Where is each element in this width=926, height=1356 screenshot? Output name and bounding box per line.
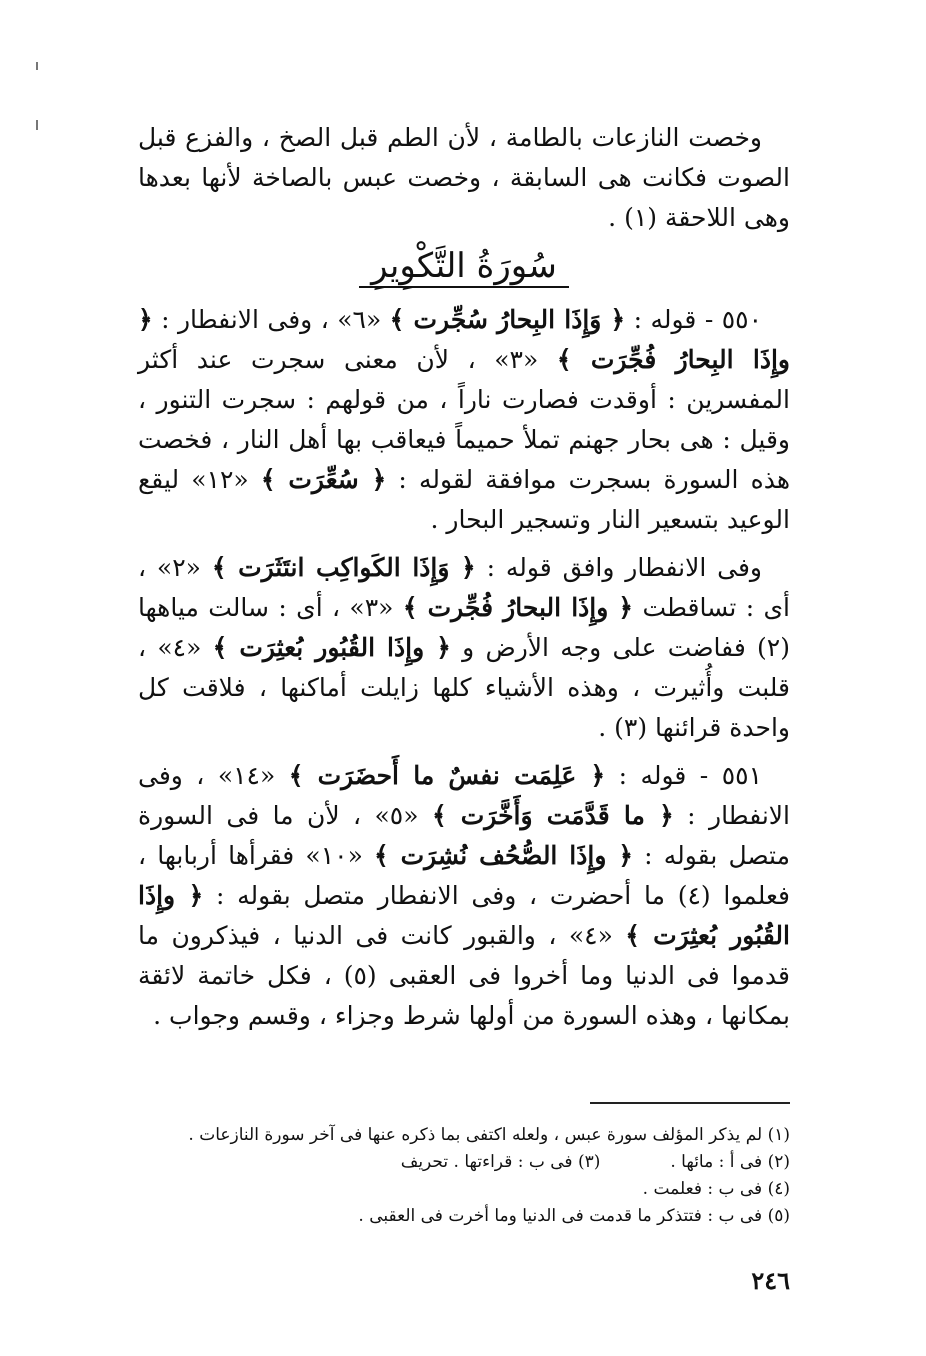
text-run: ٥٥١ - قوله : (605, 761, 763, 790)
text-run: «٣» ، أى : سالت مياهها (٢) ففاضت على وجه الأرض و (138, 593, 790, 662)
main-text (138, 118, 790, 1036)
text-run: وفى الانفطار وافق قوله : (475, 553, 762, 582)
text-run: «٤» ، والقبور كانت فى الدنيا ، فيذكرون ما قدموا فى الدنيا وما أخروا فى العقبى (٥) ، فكل خاتمة لائقة بمكانها ، وهذه السورة من أولها شرط وجزاء ، وقسم وجواب . (138, 921, 790, 1030)
quran-quote: ﴿ وإِذَا الصُّحُف نُشِرَت ﴾ (374, 841, 633, 870)
text-run: «٣» ، لأن معنى سجرت عند أكثر المفسرين : أوقدت فصارت ناراً ، من قولهم : سجرت التنور ، وقيل : هى بحار جهنم تملأ حميماً فيعاقب بها أهل النار ، فخصت هذه السورة بسجرت موافقة لقوله : (138, 345, 791, 494)
paragraph-550 (138, 300, 790, 540)
footnote-divider (590, 1102, 790, 1104)
text-run: «٤» ، قلبت وأُثيرت ، وهذه الأشياء كلها زايلت أماكنها ، فلاقت كل واحدة قرائنها (٣) . (138, 633, 790, 742)
text-run: «١٢» ليقع الوعيد بتسعير النار وتسجير البحار . (138, 465, 790, 534)
footnote-3: (٣) فى ب : قراءتها . تحريف (400, 1152, 601, 1172)
text-run: ٥٥٠ - قوله : (625, 305, 763, 334)
footnotes (138, 1122, 790, 1230)
paragraph-551 (138, 756, 790, 1036)
quran-quote: ﴿ وَإِذَا البِحارُ سُجِّرت ﴾ (389, 305, 626, 334)
footnote-2: (٢) فى أ : مائها . (670, 1152, 790, 1172)
quran-quote: ﴿ وَإِذَا الكَواكِب انتَثَرَت ﴾ (211, 553, 476, 582)
quran-quote: ﴿ وإِذَا القُبُور بُعثِرَت ﴾ (212, 633, 451, 662)
quran-quote: ﴿ ما قَدَّمَت وَأَخَّرَت ﴾ (431, 801, 674, 830)
paragraph-intro: وخصت النازعات بالطامة ، لأن الطم قبل الصخ ، والفزع قبل الصوت فكانت هى السابقة ، وخصت عبس بالصاخة لأنها بعدها وهى اللاحقة (١) . (138, 123, 790, 232)
quran-quote: ﴿ وإِذَا البِحارُ فُجِّرَت ﴾ (138, 305, 790, 374)
paragraph-infitar (138, 548, 790, 748)
text-run: «٦» ، وفى الانفطار : (152, 305, 390, 334)
footnote-1: (١) لم يذكر المؤلف سورة عبس ، ولعله اكتفى بما ذكره عنها فى آخر سورة النازعات . (188, 1125, 790, 1145)
scan-mark (36, 62, 38, 70)
scan-mark (36, 120, 38, 130)
footnote-4: (٤) فى ب : فعلمت . (642, 1179, 790, 1199)
page-number: ٢٤٦ (751, 1266, 790, 1295)
text-run: «٥» ، لأن ما فى السورة متصل بقوله : (138, 801, 790, 870)
quran-quote: ﴿ عَلِمَت نفسٌ ما أَحضَرَت ﴾ (288, 761, 606, 790)
surah-title (138, 246, 790, 288)
quran-quote: ﴿ وإِذَا البحارُ فُجِّرت ﴾ (402, 593, 634, 622)
quran-quote: ﴿ سُعِّرَت ﴾ (260, 465, 387, 494)
text-run: «١٤» ، وفى الانفطار : (138, 761, 791, 830)
quran-quote: ﴿ وإِذَا القُبُور بُعثِرَت ﴾ (138, 881, 790, 950)
footnote-5: (٥) فى ب : فتتذكر ما قدمت فى الدنيا وما أخرت فى العقبى . (358, 1206, 790, 1226)
footnote-row-2-3 (138, 1149, 790, 1176)
text-run: «١٠» فقرأها أربابها ، فعلموا (٤) ما أحضرت ، وفى الانفطار متصل بقوله : (138, 841, 791, 910)
text-run: «٢» ، أى : تساقطت (138, 553, 790, 622)
surah-title-text: سُورَةُ التَّكْوِيرِ (359, 246, 569, 288)
